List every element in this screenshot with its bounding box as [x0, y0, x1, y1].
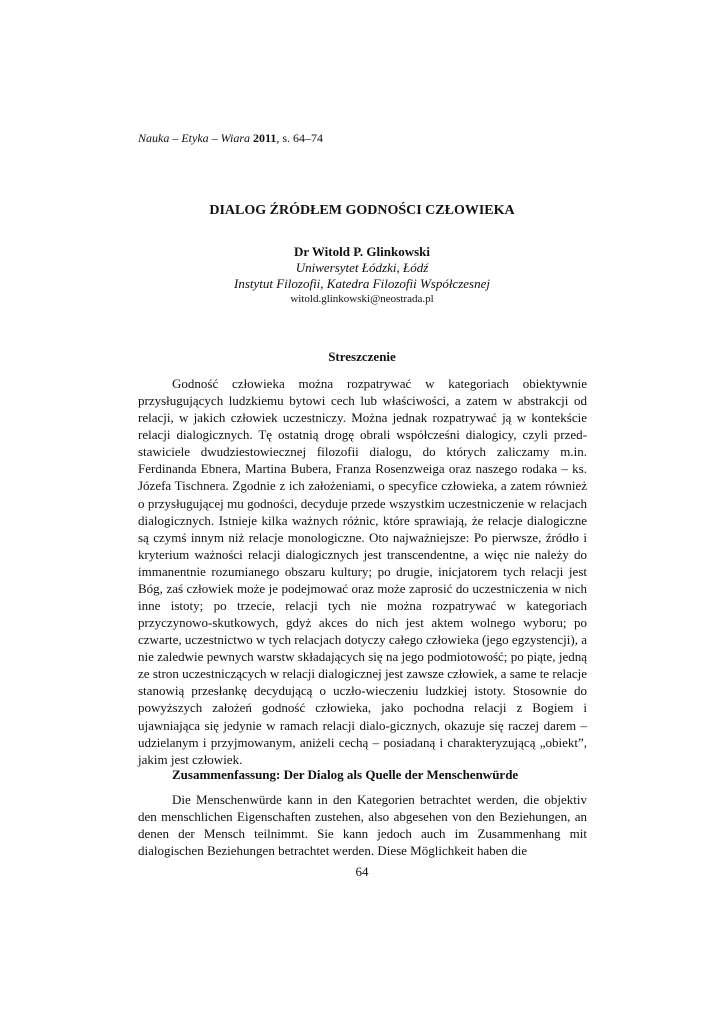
abstract-text: Godność człowieka można rozpatrywać w kategoriach obiektywnie przysługujących ludzkiemu bytowi cech lub właściwości, a zatem w abstrakcji od relacji, w jakich człowiek uczestniczy. Można jednak rozpatrywać ją w kontekście relacji dialogicznych. Tę ostatnią drogę obrali współcześni dialogicy, czyli przed-stawiciele dwudziestowiecznej filozofii dialogu, do których zaliczamy m.in. Ferdinanda Ebnera, Martina Bubera, Franza Rosenzweiga oraz naszego rodaka – ks. Józefa Tischnera. Zgodnie z ich założeniami, o specyfice człowieka, a zatem również o przysługującej mu godności, decyduje przede wszystkim uczestniczenie w relacjach dialogicznych. Istnieje kilka ważnych różnic, które sprawiają, że relacje dialogiczne są czymś innym niż relacje monologiczne. Oto najważniejsze: Po pierwsze, źródło i kryterium ważności relacji dialogicznych jest transcendentne, a więc nie należy do immanentnie rozumianego obszaru kultury; po drugie, inicjatorem tych relacji jest Bóg, zaś człowiek może je podejmować oraz może zaprosić do uczestniczenia w nich inne istoty; po trzecie, relacji tych nie można rozpatrywać w kategoriach przyczynowo-skutkowych, gdyż akces do nich jest aktem wolnego wyboru; po czwarte, uczestnictwo w tych relacjach dotyczy całego człowieka (jego egzystencji), a nie zaledwie pewnych warstw składających się na jego podmiotowość; po piąte, jedną ze stron uczestniczących w relacji dialogicznej jest zawsze człowiek, a same te relacje stanowią przesłankę decydującą o uczło-wieczeniu ludzkiej istoty. Stosownie do powyższych założeń godność człowieka, jako pochodna relacji z Bogiem i ujawniająca się jedynie w ramach relacji dialo-gicznych, okazuje się raczej darem – udzielanym i przyjmowanym, aniżeli cechą – posiadaną i charakteryzującą „obiekt”, jakim jest człowiek. [138, 376, 587, 767]
journal-pages: , s. 64–74 [276, 131, 323, 145]
abstract-heading: Streszczenie [328, 349, 396, 364]
journal-year: 2011 [252, 131, 277, 145]
author-email: witold.glinkowski@neostrada.pl [290, 293, 434, 305]
author-name: Dr Witold P. Glinkowski [293, 244, 431, 259]
zusammenfassung-heading: Zusammenfassung: Der Dialog als Quelle der Menschenwürde [172, 767, 519, 782]
author-affiliation-university: Uniwersytet Łódzki, Łódź [295, 260, 429, 275]
journal-citation [138, 131, 323, 145]
page-number: 64 [355, 864, 369, 879]
author-affiliation-institute: Instytut Filozofii, Katedra Filozofii Współczesnej [233, 276, 490, 291]
abstract-body [138, 375, 587, 768]
author-block [0, 243, 724, 306]
zusammenfassung-body [138, 791, 587, 859]
journal-name: Nauka – Etyka – Wiara [138, 131, 250, 145]
zusammenfassung-text: Die Menschenwürde kann in den Kategorien betrachtet werden, die objektiv den menschlichen Eigenschaften zustehen, also abgesehen von den Beziehungen, an denen der Mensch teilnimmt. Sie kann jedoch auch im Zusammenhang mit dialogischen Beziehungen betrachtet werden. Diese Möglichkeit haben die [138, 792, 587, 859]
paper-title: DIALOG ŹRÓDŁEM GODNOŚCI CZŁOWIEKA [209, 203, 515, 218]
